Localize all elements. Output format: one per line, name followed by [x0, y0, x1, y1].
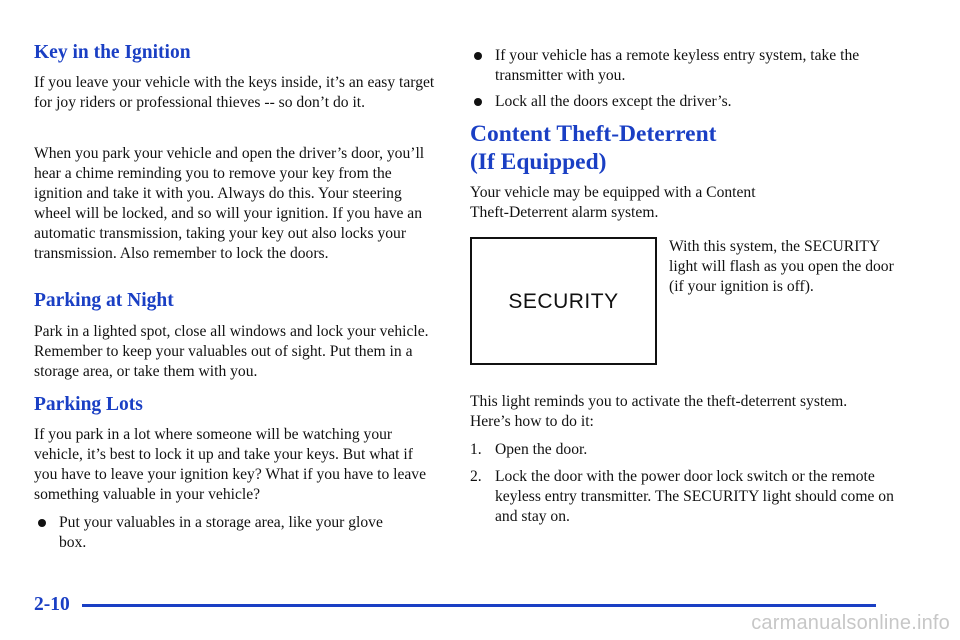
bullet-text: Put your valuables in a storage area, like your glove box. [59, 514, 383, 551]
heading-key-in-ignition: Key in the Ignition [34, 42, 191, 63]
list-item [470, 467, 905, 527]
watermark: carmanualsonline.info [751, 612, 950, 634]
paragraph-security-description: With this system, the SECURITY light will flash as you open the door (if your ignition is off). [669, 238, 894, 295]
heading-parking-night: Parking at Night [34, 290, 174, 311]
paragraph-key-2: When you park your vehicle and open the driver’s door, you’ll hear a chime reminding you to remove your key from the ignition and take it with you. Always do this. Your steering wheel will be locked, and so will your ignition. If you have an automatic transmission, taking your key out also locks your transmission. Also remember to lock the doors. [34, 145, 425, 262]
paragraph-night: Park in a lighted spot, close all windows and lock your vehicle. Remember to keep your valuables out of sight. Put them in a storage area, or take them with you. [34, 323, 429, 380]
bullet-text: If your vehicle has a remote keyless entry system, take the transmitter with you. [495, 47, 860, 84]
bullet-icon [474, 52, 482, 60]
bullet-icon [38, 519, 46, 527]
security-light-illustration [470, 237, 657, 365]
list-item [34, 513, 404, 553]
heading-line-2: (If Equipped) [470, 149, 607, 175]
footer-divider [82, 604, 876, 607]
step-text: Open the door. [495, 441, 588, 458]
heading-content-theft-deterrent [470, 120, 716, 176]
security-label: SECURITY [508, 290, 619, 313]
list-item [470, 46, 895, 86]
step-number: 2. [470, 468, 482, 485]
heading-parking-lots: Parking Lots [34, 394, 143, 415]
paragraph-key-1: If you leave your vehicle with the keys inside, it’s an easy target for joy riders or professional thieves -- so don’t do it. [34, 74, 435, 111]
list-item [470, 92, 895, 112]
step-number: 1. [470, 441, 482, 458]
bullet-icon [474, 98, 482, 106]
list-item [470, 440, 905, 460]
bullet-text: Lock all the doors except the driver’s. [495, 93, 732, 110]
paragraph-intro: Your vehicle may be equipped with a Content Theft‑Deterrent alarm system. [470, 184, 756, 221]
page-number: 2-10 [34, 594, 70, 615]
paragraph-lots: If you park in a lot where someone will be watching your vehicle, it’s best to lock it up and take your keys. But what if you have to leave your ignition key? What if you have to leave something valuable in your vehicle? [34, 426, 427, 503]
step-text: Lock the door with the power door lock switch or the remote keyless entry transmitter. The SECURITY light should come on and stay on. [495, 468, 894, 525]
paragraph-reminder: This light reminds you to activate the theft‑deterrent system. Here’s how to do it: [470, 393, 848, 430]
heading-line-1: Content Theft‑Deterrent [470, 121, 717, 147]
